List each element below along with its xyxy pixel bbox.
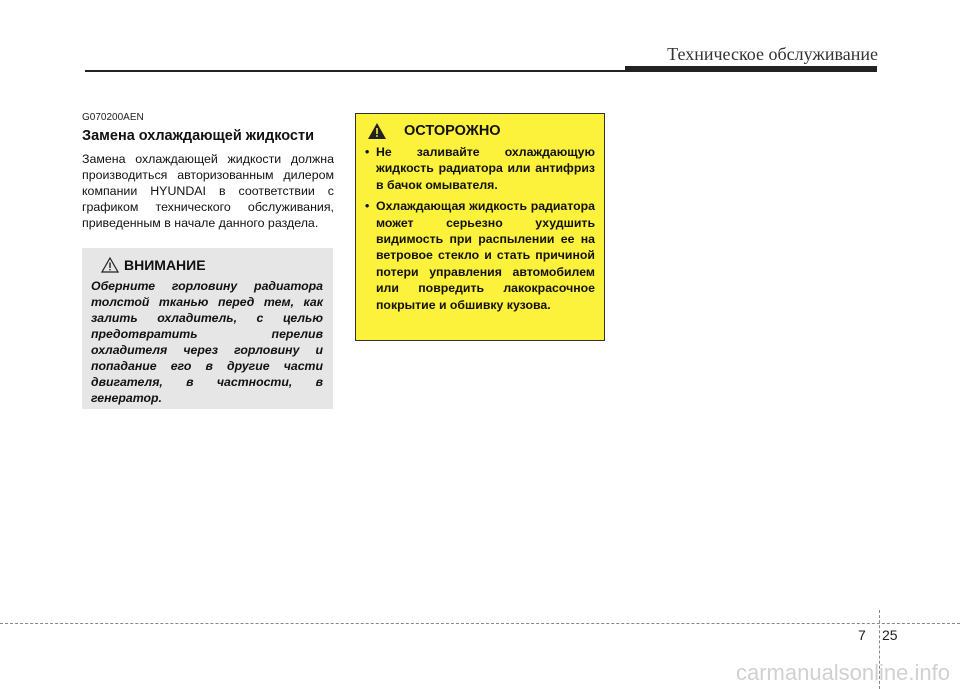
bullet-icon: • — [365, 199, 370, 214]
header-rule-thick — [625, 66, 877, 72]
warning-title: ОСТОРОЖНО — [404, 123, 501, 139]
bullet-icon: • — [365, 145, 370, 159]
section-body: Замена охлаждающей жидкости должна производиться авторизованным дилером компании HYUNDAI в соответствии с графиком технического обслуживания, приведенным в начале данного раздела. — [82, 152, 334, 230]
warning-item-text: Не заливайте охлаждающую жидкость радиатора или антифриз в бачок омывателя. — [376, 145, 595, 192]
caution-title: ВНИМАНИЕ — [124, 257, 206, 273]
warning-list — [365, 144, 595, 313]
warning-item — [365, 144, 595, 193]
chapter-number: 7 — [858, 627, 866, 643]
caution-box — [82, 248, 333, 409]
section-title: Замена охлаждающей жидкости — [82, 128, 315, 144]
footer-dashed-line — [0, 623, 960, 624]
warning-header — [365, 122, 595, 140]
doc-code: G070200AEN — [82, 112, 144, 123]
watermark: carmanualsonline.info — [735, 660, 950, 685]
page-number: 25 — [882, 627, 898, 643]
warning-item — [365, 198, 595, 313]
warning-box — [355, 113, 605, 341]
header-title: Техническое обслуживание — [667, 44, 878, 64]
left-column — [82, 112, 334, 231]
warning-triangle-outline-icon — [101, 257, 119, 273]
header-rule-thin — [85, 70, 625, 72]
caution-header — [91, 257, 323, 273]
warning-triangle-filled-icon — [367, 122, 387, 140]
warning-item-text: Охлаждающая жидкость радиатора может серьезно ухудшить видимость при распылении ее на ветровое стекло и стать причиной потери управления автомобилем или повредить лакокрасочное покрытие и обшивку кузова. — [376, 199, 595, 312]
caution-text: Оберните горловину радиатора толстой тканью перед тем, как залить охладитель, с целью предотвратить перелив охладителя через горловину и попадание его в другие части двигателя, в частности, в генератор. — [91, 279, 323, 405]
